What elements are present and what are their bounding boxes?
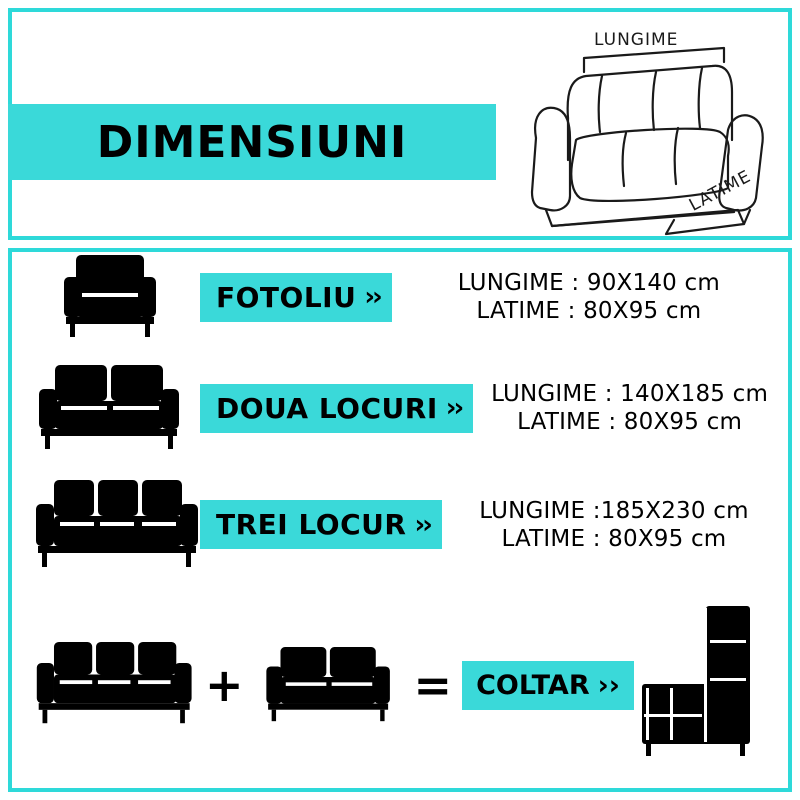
hero-length-label: LUNGIME	[594, 30, 679, 50]
three-seat-sofa-icon	[20, 480, 200, 570]
tag-coltar	[462, 661, 634, 710]
tag-doua-locuri-text: DOUA LOCURI	[216, 391, 438, 425]
row-corner-sofa	[20, 630, 780, 740]
chevron-right-icon: ››	[414, 509, 430, 540]
three-seat-sofa-icon	[20, 642, 195, 728]
armchair-label-cell	[200, 273, 392, 322]
row-two-seater	[20, 358, 780, 458]
sofa-outline-icon	[506, 20, 776, 236]
row-three-seater	[20, 472, 780, 577]
row-armchair	[20, 252, 780, 342]
three-seater-length: LUNGIME :185X230 cm	[479, 497, 749, 524]
three-seater-label-cell	[200, 500, 442, 549]
plus-icon: +	[205, 658, 244, 712]
two-seater-length: LUNGIME : 140X185 cm	[491, 381, 769, 407]
combo-three-seater-icon-cell	[20, 642, 195, 728]
three-seater-width: LATIME : 80X95 cm	[501, 525, 727, 552]
tag-coltar-text: COLTAR	[476, 669, 590, 701]
tag-trei-locur-text: TREI LOCUR	[216, 508, 407, 541]
tag-fotoliu	[200, 273, 392, 322]
chevron-right-icon: ››	[445, 393, 462, 423]
two-seat-sofa-icon	[254, 642, 404, 728]
three-seater-icon-cell	[20, 480, 200, 570]
two-seater-icon-cell	[20, 365, 200, 451]
two-seater-width: LATIME : 80X95 cm	[517, 409, 743, 435]
corner-sofa-icon	[642, 606, 752, 764]
equals-icon: =	[413, 658, 453, 712]
two-seat-sofa-icon	[25, 365, 195, 451]
two-seater-dimensions	[473, 381, 780, 435]
combo-two-seater-icon-cell	[254, 642, 404, 728]
two-seater-label-cell	[200, 384, 473, 433]
page-title: DIMENSIUNI	[96, 116, 408, 168]
armchair-dimensions	[392, 270, 780, 324]
corner-sofa-icon-cell	[642, 606, 752, 764]
tag-trei-locur	[200, 500, 442, 549]
armchair-length: LUNGIME : 90X140 cm	[457, 270, 720, 296]
armchair-width: LATIME : 80X95 cm	[476, 298, 702, 324]
hero-illustration	[506, 20, 776, 236]
chevron-right-icon: ››	[597, 669, 620, 701]
armchair-icon	[50, 255, 170, 339]
title-banner	[8, 104, 496, 180]
three-seater-dimensions	[442, 498, 780, 552]
tag-doua-locuri	[200, 384, 473, 433]
armchair-icon-cell	[20, 255, 200, 339]
tag-fotoliu-text: FOTOLIU	[216, 280, 357, 314]
hero-width-label: LATIME	[686, 166, 755, 216]
chevron-right-icon: ››	[364, 282, 380, 312]
